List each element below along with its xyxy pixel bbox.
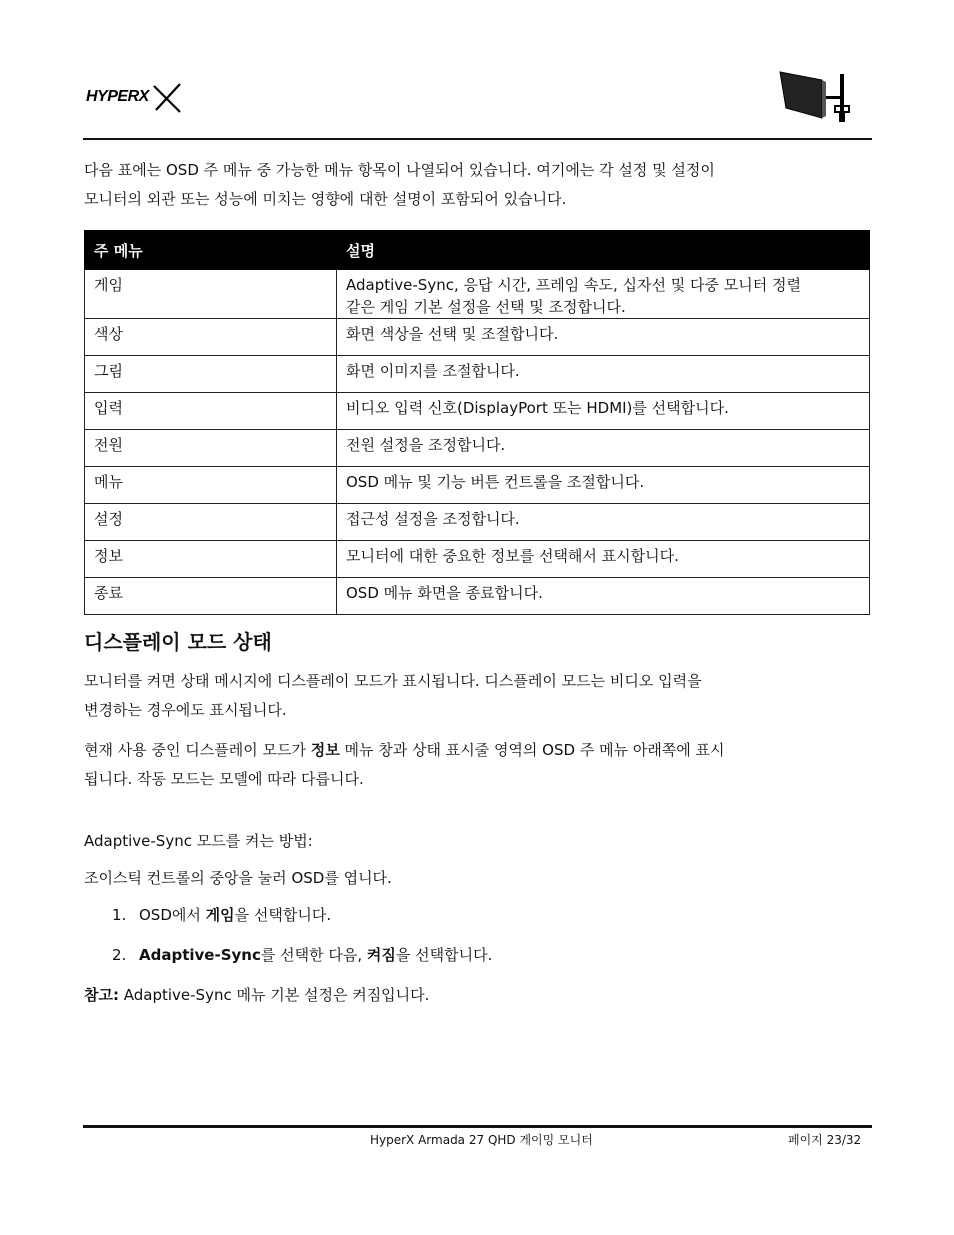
note-paragraph xyxy=(84,981,844,1010)
description-cell: OSD 메뉴 화면을 종료합니다. xyxy=(337,578,870,615)
table-row xyxy=(85,541,870,578)
osd-menu-table xyxy=(84,230,870,615)
menu-cell: 메뉴 xyxy=(85,467,337,504)
menu-cell: 색상 xyxy=(85,319,337,356)
intro-line-1: 다음 표에는 OSD 주 메뉴 중 가능한 메뉴 항목이 나열되어 있습니다. 여기에는 각 설정 및 설정이 xyxy=(84,161,715,179)
display-mode-paragraph-2: 현재 사용 중인 디스플레이 모드가 정보 메뉴 창과 상태 표시줄 영역의 OSD 주 메뉴 아래쪽에 표시 됩니다. 작동 모드는 모델에 따라 다릅니다. xyxy=(84,741,725,788)
step-item: 2. Adaptive-Sync를 선택한 다음, 켜짐을 선택합니다. xyxy=(112,946,493,964)
footer-page-number: 페이지 23/32 xyxy=(788,1133,862,1147)
menu-cell: 정보 xyxy=(85,541,337,578)
menu-cell: 입력 xyxy=(85,393,337,430)
table-row xyxy=(85,393,870,430)
note-label: 참고: xyxy=(84,986,119,1004)
intro-paragraph xyxy=(84,156,844,214)
menu-cell: 설정 xyxy=(85,504,337,541)
footer-rule xyxy=(83,1125,872,1128)
step-number: 2. xyxy=(112,946,127,964)
howto-intro: 조이스틱 컨트롤의 중앙을 눌러 OSD를 엽니다. xyxy=(84,869,392,887)
table-row xyxy=(85,467,870,504)
description-cell: Adaptive-Sync, 응답 시간, 프레임 속도, 십자선 및 다중 모니터 정렬 같은 게임 기본 설정을 선택 및 조정합니다. xyxy=(337,270,870,319)
menu-cell: 전원 xyxy=(85,430,337,467)
menu-cell: 게임 xyxy=(85,270,337,319)
howto-title: Adaptive-Sync 모드를 켜는 방법: xyxy=(84,832,313,850)
description-cell: 전원 설정을 조정합니다. xyxy=(337,430,870,467)
monitor-arm-icon xyxy=(778,70,854,124)
column-header-description: 설명 xyxy=(337,231,870,270)
note-text: Adaptive-Sync 메뉴 기본 설정은 켜짐입니다. xyxy=(118,986,430,1004)
table-row xyxy=(85,504,870,541)
table-row xyxy=(85,270,870,319)
menu-cell: 종료 xyxy=(85,578,337,615)
description-cell: 화면 이미지를 조절합니다. xyxy=(337,356,870,393)
info-menu-term: 정보 xyxy=(310,741,340,759)
display-mode-paragraph-1: 모니터를 켜면 상태 메시지에 디스플레이 모드가 표시됩니다. 디스플레이 모드는 비디오 입력을 변경하는 경우에도 표시됩니다. xyxy=(84,672,702,719)
column-header-main-menu: 주 메뉴 xyxy=(85,231,337,270)
intro-line-2: 모니터의 외관 또는 성능에 미치는 영향에 대한 설명이 포함되어 있습니다. xyxy=(84,190,567,208)
table-row xyxy=(85,430,870,467)
description-cell: 모니터에 대한 중요한 정보를 선택해서 표시합니다. xyxy=(337,541,870,578)
header-rule xyxy=(83,138,872,140)
table-header-row xyxy=(85,231,870,270)
table-row xyxy=(85,356,870,393)
section-title: 디스플레이 모드 상태 xyxy=(84,630,272,654)
description-cell: 접근성 설정을 조정합니다. xyxy=(337,504,870,541)
step-item: 1. OSD에서 게임을 선택합니다. xyxy=(112,906,332,924)
step-number: 1. xyxy=(112,906,127,924)
description-cell: 화면 색상을 선택 및 조절합니다. xyxy=(337,319,870,356)
hyperx-logo xyxy=(84,80,184,114)
description-cell: OSD 메뉴 및 기능 버튼 컨트롤을 조절합니다. xyxy=(337,467,870,504)
logo-wordmark: HYPERX xyxy=(86,88,149,105)
table-row xyxy=(85,319,870,356)
footer-product-name: HyperX Armada 27 QHD 게이밍 모니터 xyxy=(370,1133,593,1147)
description-cell: 비디오 입력 신호(DisplayPort 또는 HDMI)를 선택합니다. xyxy=(337,393,870,430)
menu-cell: 그림 xyxy=(85,356,337,393)
table-row xyxy=(85,578,870,615)
